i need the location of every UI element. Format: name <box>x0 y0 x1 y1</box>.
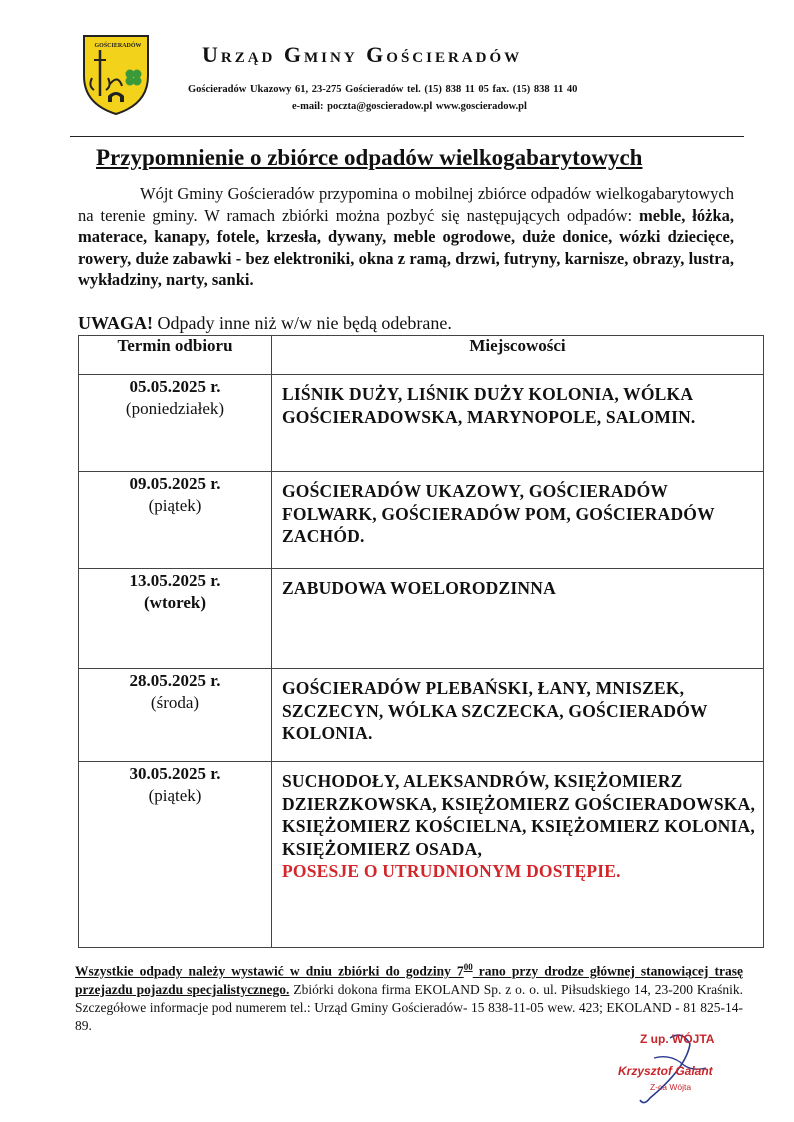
intro-text: Wójt Gminy Gościeradów przypomina o mobilnej zbiórce odpadów wielkogabarytowych na terenie gminy. W ramach zbiórki można pozbyć się następujących odpadów: <box>78 184 734 225</box>
collection-date: 28.05.2025 r. <box>129 671 221 690</box>
date-cell <box>79 375 272 472</box>
collection-weekday: (wtorek) <box>144 593 206 612</box>
warning-text: Odpady inne niż w/w nie będą odebrane. <box>157 313 452 333</box>
table-row <box>79 669 764 762</box>
warning-label: UWAGA! <box>78 313 153 333</box>
signature-role: Z-ca Wójta <box>650 1082 692 1092</box>
office-name: Urząd Gminy Gościeradów <box>202 42 523 67</box>
places-list: LIŚNIK DUŻY, LIŚNIK DUŻY KOLONIA, WÓLKA GOŚCIERADOWSKA, MARYNOPOLE, SALOMIN. <box>282 384 696 427</box>
places-list: GOŚCIERADÓW UKAZOWY, GOŚCIERADÓW FOLWARK, GOŚCIERADÓW POM, GOŚCIERADÓW ZACHÓD. <box>282 481 715 546</box>
placement-time-superscript: 00 <box>463 962 473 972</box>
letterhead <box>70 26 750 136</box>
warning-note <box>78 313 452 334</box>
signature-name: Krzysztof Galant <box>618 1064 713 1078</box>
date-cell <box>79 762 272 948</box>
places-cell <box>272 762 764 948</box>
date-cell <box>79 569 272 669</box>
table-row <box>79 375 764 472</box>
collection-date: 05.05.2025 r. <box>129 377 221 396</box>
places-list: ZABUDOWA WOELORODZINNA <box>282 578 556 598</box>
header-divider <box>70 136 744 137</box>
places-cell <box>272 669 764 762</box>
header-places: Miejscowości <box>272 336 764 375</box>
coat-of-arms-logo <box>80 30 152 116</box>
placement-instruction-a: Wszystkie odpady należy wystawić w dniu zbiórki do godziny 7 <box>75 963 464 979</box>
table-row <box>79 569 764 669</box>
collection-date: 13.05.2025 r. <box>129 571 221 590</box>
date-cell <box>79 669 272 762</box>
document-title: Przypomnienie o zbiórce odpadów wielkogabarytowych <box>96 145 643 170</box>
date-cell <box>79 472 272 569</box>
signature-stamp <box>610 1028 740 1108</box>
collection-weekday: (poniedziałek) <box>125 399 225 418</box>
logo-lettering: GOŚCIERADÓW <box>94 43 142 49</box>
places-cell <box>272 472 764 569</box>
footer-note <box>75 958 743 1035</box>
office-address: Gościeradów Ukazowy 61, 23-275 Gościeradów tel. (15) 838 11 05 fax. (15) 838 11 40 <box>188 84 578 95</box>
collection-schedule-table <box>78 335 764 948</box>
header-date: Termin odbioru <box>79 336 272 375</box>
waste-items-list: meble, łóżka, materace, kanapy, fotele, krzesła, dywany, meble ogrodowe, duże donice, wózki dziecięce, rowery, duże zabawki - bez elektroniki, okna z ramą, drzwi, futryny, karnisze, obrazy, lustra, wykładziny, narty, sanki. <box>78 205 734 289</box>
collection-weekday: (środa) <box>150 693 200 712</box>
placement-instruction-b: rano przy drodze głównej stanowiącej trasę przejazdu pojazdu specjalistycznego. <box>75 963 743 997</box>
table-row <box>79 762 764 948</box>
office-contact: e-mail: poczta@goscieradow.pl www.goscieradow.pl <box>292 101 527 112</box>
intro-paragraph <box>78 183 734 291</box>
contact-info: Zbiórki dokona firma EKOLAND Sp. z o. o. ul. Piłsudskiego 14, 23-200 Kraśnik. Szczegółowe informacje pod numerem tel.: Urząd Gminy Gościeradów- 15 838-11-05 wew. 423; EKOLAND - 81 825-14-89. <box>75 981 743 1033</box>
collection-date: 09.05.2025 r. <box>129 474 221 493</box>
signature-line-1: Z up. WÓJTA <box>640 1032 715 1046</box>
table-row <box>79 472 764 569</box>
difficult-access-note: POSESJE O UTRUDNIONYM DOSTĘPIE. <box>282 861 621 881</box>
places-cell <box>272 375 764 472</box>
collection-weekday: (piątek) <box>148 496 202 515</box>
collection-date: 30.05.2025 r. <box>129 764 221 783</box>
places-list: SUCHODOŁY, ALEKSANDRÓW, KSIĘŻOMIERZ DZIERZKOWSKA, KSIĘŻOMIERZ GOŚCIERADOWSKA, KSIĘŻOMIERZ KOŚCIELNA, KSIĘŻOMIERZ KOLONIA, KSIĘŻOMIERZ OSADA, <box>282 771 756 859</box>
places-list: GOŚCIERADÓW PLEBAŃSKI, ŁANY, MNISZEK, SZCZECYN, WÓLKA SZCZECKA, GOŚCIERADÓW KOLONIA. <box>282 678 708 743</box>
collection-weekday: (piątek) <box>148 786 202 805</box>
table-header-row <box>79 336 764 375</box>
places-cell <box>272 569 764 669</box>
